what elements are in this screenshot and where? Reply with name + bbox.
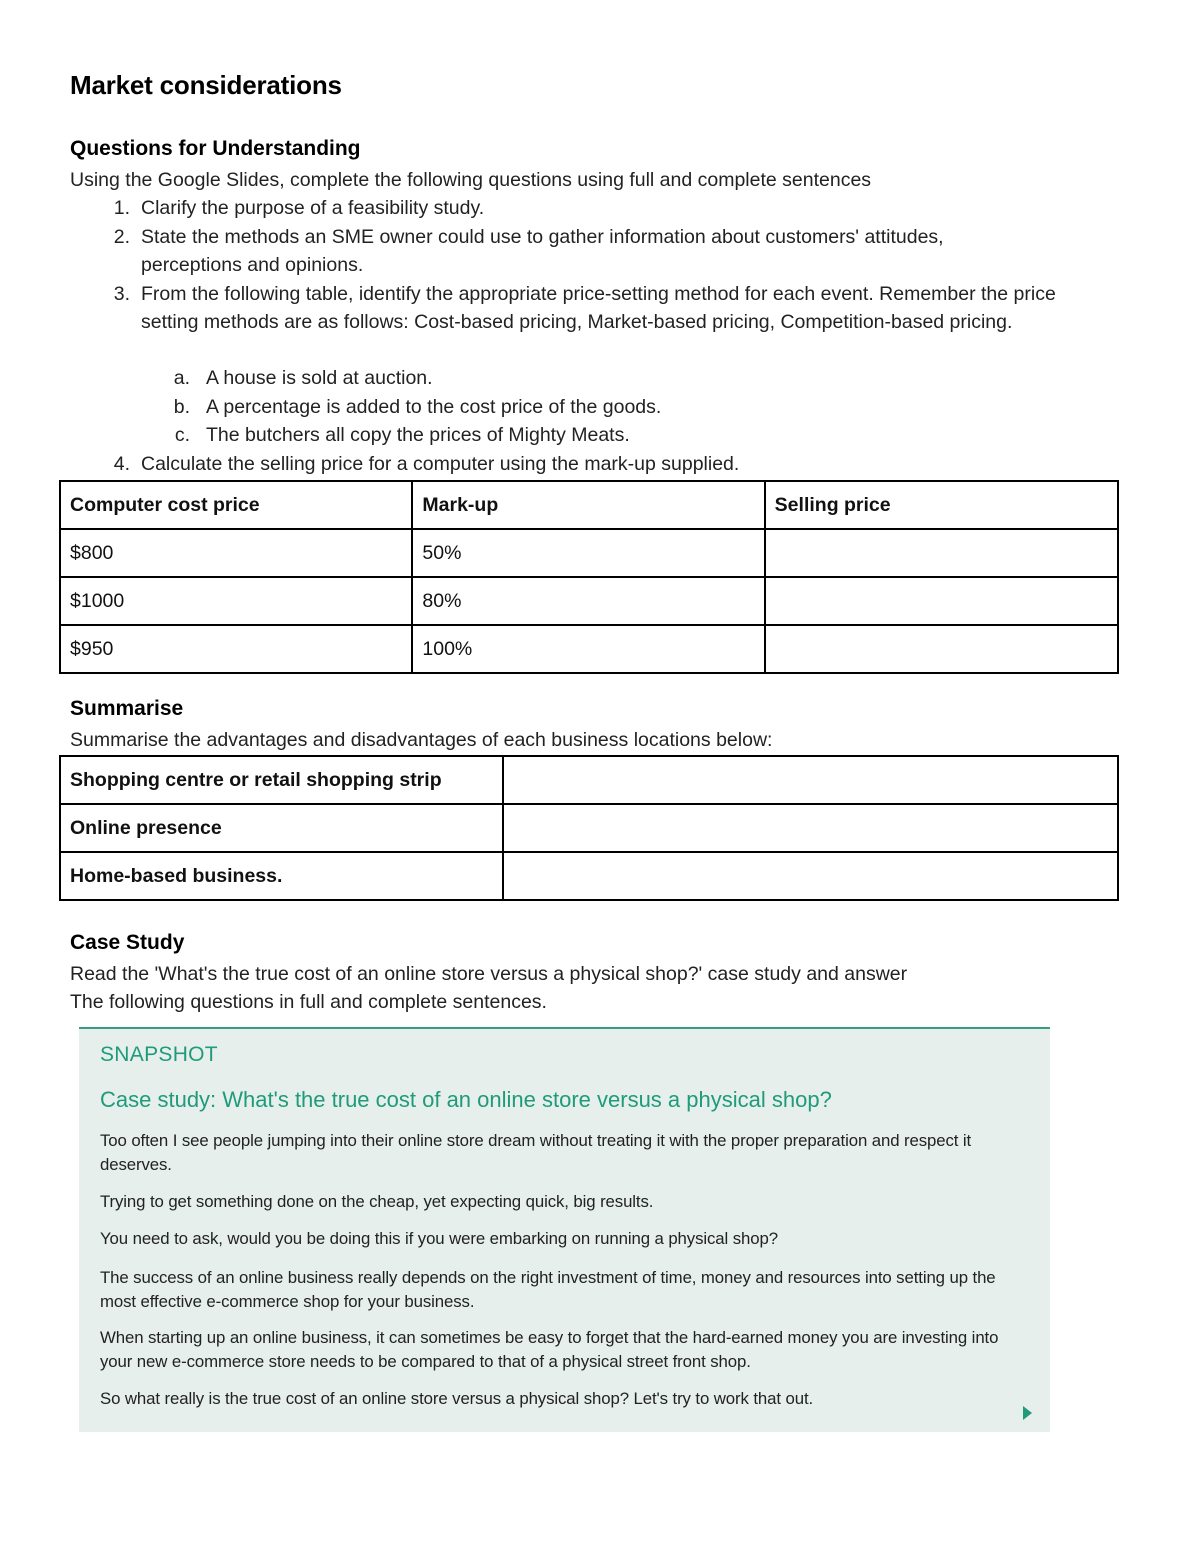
selling-price-cell[interactable] <box>765 625 1118 673</box>
location-label: Shopping centre or retail shopping strip <box>60 756 503 804</box>
snapshot-paragraph: You need to ask, would you be doing this if you were embarking on running a physical shop? <box>100 1229 778 1248</box>
snapshot-paragraph: When starting up an online business, it can sometimes be easy to forget that the hard-earned money you are investing into your new e-commerce store needs to be compared to that of a physical street front shop. <box>100 1328 999 1371</box>
sub-list-text: A house is sold at auction. <box>206 367 433 389</box>
sub-list-text: A percentage is added to the cost price of the goods. <box>206 396 662 418</box>
header-cost-price: Computer cost price <box>60 481 412 529</box>
table-header-row <box>60 481 1118 529</box>
location-answer-cell[interactable] <box>503 804 1118 852</box>
snapshot-paragraph: Trying to get something done on the cheap, yet expecting quick, big results. <box>100 1192 654 1211</box>
location-label: Online presence <box>60 804 503 852</box>
mark-up-cell: 80% <box>412 577 764 625</box>
cost-price-cell: $1000 <box>60 577 412 625</box>
play-arrow-icon[interactable] <box>1023 1406 1032 1420</box>
list-number: 4. <box>113 453 130 475</box>
header-mark-up: Mark-up <box>412 481 764 529</box>
case-study-intro-line-2: The following questions in full and complete sentences. <box>70 991 547 1013</box>
location-label: Home-based business. <box>60 852 503 900</box>
table-row <box>60 529 1118 577</box>
sub-list-letter: c. <box>174 424 190 446</box>
snapshot-box <box>79 1027 1050 1432</box>
mark-up-cell: 100% <box>412 625 764 673</box>
pricing-table <box>59 480 1119 674</box>
header-selling-price: Selling price <box>765 481 1118 529</box>
sub-list-letter: a. <box>173 367 190 389</box>
mark-up-cell: 50% <box>412 529 764 577</box>
selling-price-cell[interactable] <box>765 577 1118 625</box>
location-answer-cell[interactable] <box>503 756 1118 804</box>
cost-price-cell: $950 <box>60 625 412 673</box>
table-row <box>60 756 1118 804</box>
table-row <box>60 577 1118 625</box>
snapshot-paragraph: Too often I see people jumping into their online store dream without treating it with the proper preparation and respect it deserves. <box>100 1131 972 1174</box>
snapshot-title: Case study: What's the true cost of an online store versus a physical shop? <box>100 1087 832 1112</box>
list-text: Clarify the purpose of a feasibility study. <box>141 197 485 219</box>
page-title: Market considerations <box>70 70 342 100</box>
sub-list-text: The butchers all copy the prices of Mighty Meats. <box>206 424 630 446</box>
list-number: 1. <box>113 197 130 219</box>
list-text: From the following table, identify the appropriate price-setting method for each event. Remember the price setting methods are as follows: Cost-based pricing, Market-based pricing, Competition-based pricing. <box>141 283 1056 333</box>
snapshot-paragraph: So what really is the true cost of an online store versus a physical shop? Let's try to work that out. <box>100 1389 814 1408</box>
table-row <box>60 804 1118 852</box>
table-row <box>60 852 1118 900</box>
summarise-intro: Summarise the advantages and disadvantages of each business locations below: <box>70 729 773 751</box>
case-study-intro-line-1: Read the 'What's the true cost of an online store versus a physical shop?' case study and answer <box>70 963 908 985</box>
table-row <box>60 625 1118 673</box>
list-number: 3. <box>113 283 130 305</box>
sub-list-letter: b. <box>173 396 190 418</box>
snapshot-paragraph: The success of an online business really depends on the right investment of time, money and resources into setting up the most effective e-commerce shop for your business. <box>100 1268 996 1311</box>
list-text: Calculate the selling price for a computer using the mark-up supplied. <box>141 453 740 475</box>
location-answer-cell[interactable] <box>503 852 1118 900</box>
summarise-heading: Summarise <box>70 697 184 720</box>
selling-price-cell[interactable] <box>765 529 1118 577</box>
questions-intro: Using the Google Slides, complete the following questions using full and complete sentences <box>70 169 872 191</box>
locations-table <box>59 755 1119 901</box>
list-number: 2. <box>113 226 130 248</box>
questions-heading: Questions for Understanding <box>70 137 361 160</box>
list-text: State the methods an SME owner could use to gather information about customers' attitudes, perceptions and opinions. <box>141 226 944 276</box>
cost-price-cell: $800 <box>60 529 412 577</box>
snapshot-label: SNAPSHOT <box>100 1043 218 1066</box>
case-study-heading: Case Study <box>70 931 185 954</box>
